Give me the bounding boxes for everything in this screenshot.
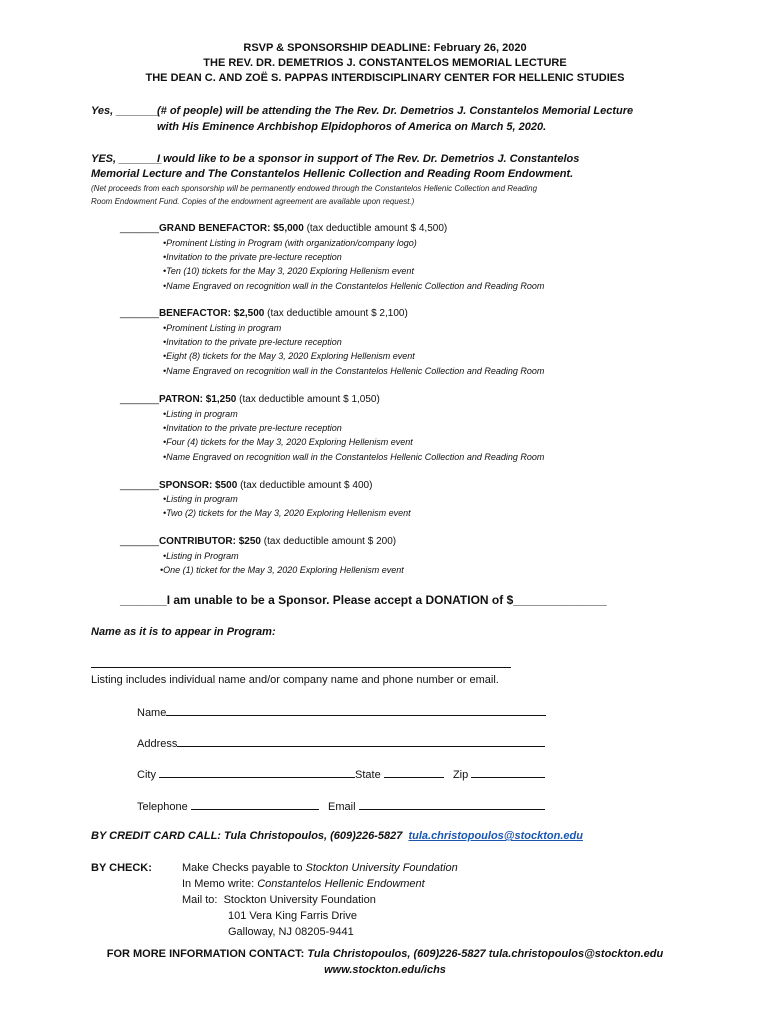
- check-memo-line: [182, 878, 425, 890]
- tier-grand-benefactor: [120, 223, 447, 234]
- tier-item: •Invitation to the private pre-lecture reception: [163, 423, 342, 433]
- program-name-label: Name as it is to appear in Program:: [91, 626, 276, 638]
- tier-title: GRAND BENEFACTOR: $5,000: [158, 223, 304, 234]
- check-mail-line: [182, 894, 376, 906]
- check-address-1: Stockton University Foundation: [223, 894, 376, 906]
- header-line-1: RSVP & SPONSORSHIP DEADLINE: February 26, 2020: [243, 42, 527, 54]
- state-field[interactable]: [384, 767, 444, 778]
- name-label: Name: [137, 707, 167, 719]
- attend-line-1: (# of people) will be attending the The Rev. Dr. Demetrios J. Constantelos Memorial Lecture: [157, 105, 634, 117]
- tier-blank[interactable]: _______: [120, 308, 159, 319]
- tier-title: PATRON: $1,250: [158, 394, 237, 405]
- tier-item: •Four (4) tickets for the May 3, 2020 Exploring Hellenism event: [163, 437, 413, 447]
- tier-item: •Eight (8) tickets for the May 3, 2020 Exploring Hellenism event: [163, 351, 415, 361]
- donation-line[interactable]: _______I am unable to be a Sponsor. Please accept a DONATION of $______________: [120, 593, 607, 607]
- tier-item: •Invitation to the private pre-lecture reception: [163, 337, 342, 347]
- tier-tax: (tax deductible amount $ 1,050): [239, 394, 380, 405]
- check-payable-to: Stockton University Foundation: [305, 862, 458, 874]
- check-address-3: Galloway, NJ 08205-9441: [228, 926, 354, 938]
- city-label: City: [137, 769, 156, 781]
- email-field[interactable]: [359, 799, 545, 810]
- zip-field[interactable]: [471, 767, 545, 778]
- tier-item: •Prominent Listing in Program (with organization/company logo): [163, 238, 417, 248]
- tier-blank[interactable]: _______: [120, 223, 159, 234]
- address-label: Address: [137, 738, 178, 750]
- city-row: [137, 767, 545, 781]
- sponsor-note-1: (Net proceeds from each sponsorship will be permanently endowed through the Constantelos Hellenic Collection and Reading: [91, 184, 538, 193]
- footer-contact: [0, 948, 770, 960]
- attend-line-2: with His Eminence Archbishop Elpidophoros of America on March 5, 2020.: [157, 121, 547, 133]
- check-memo-prefix: In Memo write:: [182, 878, 258, 890]
- header-line-2: THE REV. DR. DEMETRIOS J. CONSTANTELOS MEMORIAL LECTURE: [203, 57, 567, 69]
- address-field[interactable]: [177, 736, 545, 747]
- tier-item: •Name Engraved on recognition wall in the Constantelos Hellenic Collection and Reading Room: [163, 452, 545, 462]
- tier-item: •Ten (10) tickets for the May 3, 2020 Exploring Hellenism event: [163, 266, 414, 276]
- tier-blank[interactable]: _______: [120, 394, 159, 405]
- tier-tax: (tax deductible amount $ 400): [240, 480, 373, 491]
- email-label: Email: [328, 801, 356, 813]
- check-memo: Constantelos Hellenic Endowment: [257, 878, 425, 890]
- tier-item: •Two (2) tickets for the May 3, 2020 Exploring Hellenism event: [163, 508, 411, 518]
- tier-blank[interactable]: _______: [120, 480, 159, 491]
- address-row: [137, 736, 545, 750]
- tier-sponsor: [120, 480, 372, 491]
- credit-card-text: BY CREDIT CARD CALL: Tula Christopoulos, (609)226-5827: [91, 830, 403, 842]
- sponsor-intro-line-1: I would like to be a sponsor in support of The Rev. Dr. Demetrios J. Constantelos: [157, 153, 580, 165]
- tier-tax: (tax deductible amount $ 2,100): [267, 308, 408, 319]
- check-address-2: 101 Vera King Farris Drive: [228, 910, 357, 922]
- tier-item: •Name Engraved on recognition wall in the Constantelos Hellenic Collection and Reading Room: [163, 366, 545, 376]
- check-label: BY CHECK:: [91, 862, 152, 874]
- credit-card-email-link[interactable]: tula.christopoulos@stockton.edu: [408, 830, 583, 842]
- tier-contributor: [120, 536, 396, 547]
- state-label: State: [355, 769, 381, 781]
- attend-yes[interactable]: Yes, _______: [91, 105, 160, 117]
- tier-benefactor: [120, 308, 408, 319]
- footer-website[interactable]: www.stockton.edu/ichs: [324, 964, 446, 976]
- tier-item: •Name Engraved on recognition wall in the Constantelos Hellenic Collection and Reading Room: [163, 281, 545, 291]
- telephone-field[interactable]: [191, 799, 319, 810]
- name-field[interactable]: [166, 705, 546, 716]
- tier-item: •One (1) ticket for the May 3, 2020 Exploring Hellenism event: [160, 565, 404, 575]
- sponsor-note-2: Room Endowment Fund. Copies of the endowment agreement are available upon request.): [91, 197, 415, 206]
- name-row: [137, 705, 546, 719]
- zip-label: Zip: [452, 769, 469, 781]
- program-name-field[interactable]: [91, 667, 511, 668]
- telephone-row: [137, 799, 545, 813]
- check-mail-label: Mail to:: [182, 894, 218, 906]
- tier-tax: (tax deductible amount $ 200): [263, 536, 397, 547]
- tier-patron: [120, 394, 380, 405]
- footer-contact-details: Tula Christopoulos, (609)226-5827 tula.christopoulos@stockton.edu: [307, 948, 664, 960]
- tier-title: SPONSOR: $500: [158, 480, 238, 491]
- tier-item: •Invitation to the private pre-lecture reception: [163, 252, 342, 262]
- sponsor-yes[interactable]: YES, _______: [91, 153, 162, 165]
- tier-item: •Listing in program: [163, 494, 238, 504]
- sponsor-intro-line-2: Memorial Lecture and The Constantelos Hellenic Collection and Reading Room Endowment.: [91, 168, 574, 180]
- tier-title: BENEFACTOR: $2,500: [158, 308, 265, 319]
- telephone-label: Telephone: [137, 801, 188, 813]
- city-field[interactable]: [159, 767, 355, 778]
- tier-tax: (tax deductible amount $ 4,500): [306, 223, 448, 234]
- header-line-3: THE DEAN C. AND ZOË S. PAPPAS INTERDISCIPLINARY CENTER FOR HELLENIC STUDIES: [145, 72, 625, 84]
- credit-card-line: [91, 830, 583, 842]
- check-payable-prefix: Make Checks payable to: [182, 862, 306, 874]
- tier-blank[interactable]: _______: [120, 536, 159, 547]
- tier-title: CONTRIBUTOR: $250: [158, 536, 261, 547]
- check-payable-line: [182, 862, 458, 874]
- tier-item: •Listing in Program: [163, 551, 239, 561]
- footer-contact-label: FOR MORE INFORMATION CONTACT:: [106, 948, 305, 960]
- tier-item: •Prominent Listing in program: [163, 323, 282, 333]
- tier-item: •Listing in program: [163, 409, 238, 419]
- program-name-note: Listing includes individual name and/or company name and phone number or email.: [91, 674, 499, 686]
